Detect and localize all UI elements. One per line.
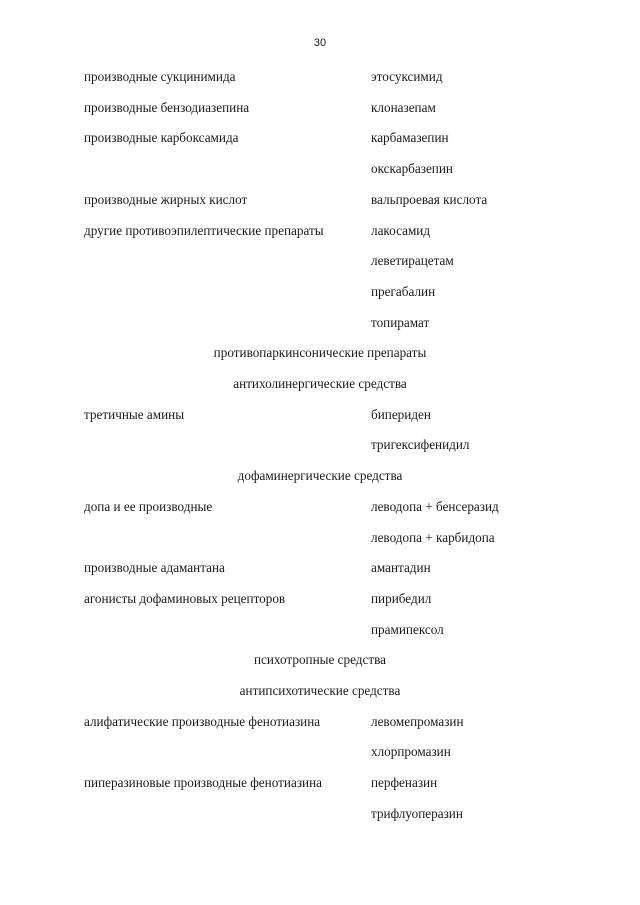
drug-name: леводопа + бенсеразид: [371, 499, 499, 514]
section-heading: дофаминергические средства: [237, 468, 403, 483]
list-item: [84, 222, 554, 240]
drug-name: леветирацетам: [371, 253, 454, 268]
drug-name: клоназепам: [371, 100, 436, 115]
drug-name: амантадин: [371, 560, 431, 575]
drug-name: этосуксимид: [371, 69, 443, 84]
drug-group-label: допа и ее производные: [84, 499, 213, 514]
drug-name: окскарбазепин: [371, 161, 453, 176]
drug-group-label: производные адамантана: [84, 560, 225, 575]
drug-group-label: производные бензодиазепина: [84, 100, 250, 115]
section-heading: психотропные средства: [253, 652, 387, 667]
list-item: [84, 621, 554, 639]
drug-name: вальпроевая кислота: [371, 192, 488, 207]
list-item: [84, 68, 554, 86]
drug-name: пирибедил: [371, 591, 432, 606]
drug-group-label: другие противоэпилептические препараты: [84, 223, 324, 238]
list-item: [84, 529, 554, 547]
list-item: [84, 743, 554, 761]
list-item: [84, 252, 554, 270]
drug-group-label: агонисты дофаминовых рецепторов: [84, 591, 286, 606]
list-item: [84, 559, 554, 577]
drug-name: топирамат: [371, 315, 430, 330]
list-item: [84, 436, 554, 454]
list-item: [84, 129, 554, 147]
list-item: [84, 283, 554, 301]
drug-group-label: производные жирных кислот: [84, 192, 248, 207]
drug-name: хлорпромазин: [371, 744, 451, 759]
drug-group-label: алифатические производные фенотиазина: [84, 714, 321, 729]
drug-name: левомепромазин: [371, 714, 464, 729]
drug-name: леводопа + карбидопа: [371, 530, 495, 545]
list-item: [84, 99, 554, 117]
drug-name: прамипексол: [371, 622, 444, 637]
list-item: [84, 406, 554, 424]
list-item: [84, 774, 554, 792]
drug-group-label: производные карбоксамида: [84, 130, 239, 145]
drug-name: бипериден: [371, 407, 431, 422]
list-item: [84, 160, 554, 178]
drug-name: прегабалин: [371, 284, 436, 299]
section-heading: антипсихотические средства: [239, 683, 401, 698]
list-item: [84, 314, 554, 332]
drug-name: трифлуоперазин: [371, 806, 463, 821]
drug-group-label: третичные амины: [84, 407, 185, 422]
page-number: 30: [313, 37, 327, 49]
drug-name: лакосамид: [371, 223, 431, 238]
drug-group-label: производные сукцинимида: [84, 69, 236, 84]
drug-name: карбамазепин: [371, 130, 449, 145]
list-item: [84, 498, 554, 516]
drug-name: тригексифенидил: [371, 437, 470, 452]
list-item: [84, 805, 554, 823]
section-heading: противопаркинсонические препараты: [213, 345, 427, 360]
list-item: [84, 713, 554, 731]
list-item: [84, 590, 554, 608]
section-heading: антихолинергические средства: [233, 376, 407, 391]
drug-group-label: пиперазиновые производные фенотиазина: [84, 775, 322, 790]
drug-name: перфеназин: [371, 775, 438, 790]
list-item: [84, 191, 554, 209]
